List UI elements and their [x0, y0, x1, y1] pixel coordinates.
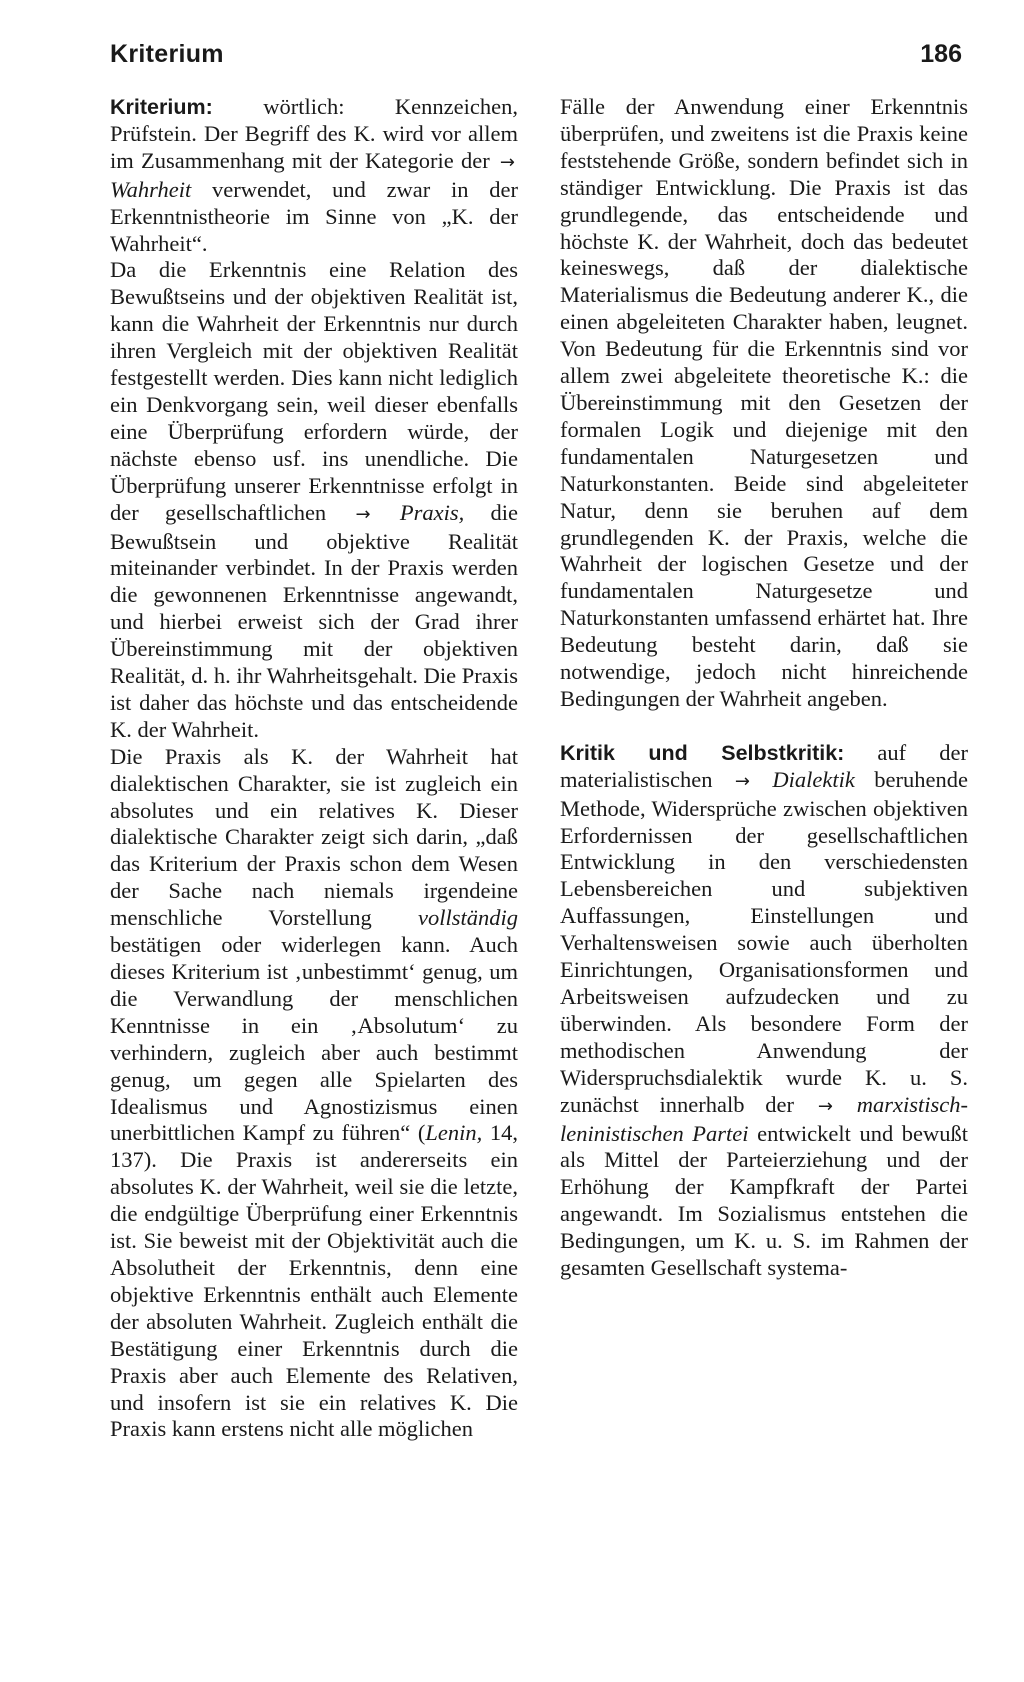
entry-kriterium-continuation: Fälle der Anwendung einer Erkenntnis überprüfen, und zweitens ist die Praxis keine feststehende Größe, sondern befindet sich in ständiger Entwicklung. Die Praxis ist das grundlegende, das entscheidende und höchste K. der Wahrheit, doch das bedeutet keineswegs, daß der dialektische Materialismus die Bedeutung anderer K., die einen abgeleiteten Charakter haben, leugnet. Von Bedeutung für die Erkenntnis sind vor allem zwei abgeleitete theoretische K.: die Übereinstimmung mit den Gesetzen der formalen Logik und diejenige mit den fundamentalen Naturgesetzen und Naturkonstanten. Beide sind abgeleiteter Natur, denn sie beruhen auf dem grundlegenden K. der Praxis, welche die Wahrheit der logischen Gesetze und der fundamentalen Naturgesetze und Naturkonstanten umfassend erhärtet hat. Ihre Bedeutung besteht darin, daß sie notwendige, jedoch nicht hinreichende Bedingungen der Wahrheit angeben.	[560, 94, 968, 711]
running-header-title: Kriterium	[110, 40, 224, 68]
entry-kritik-und-selbstkritik	[560, 740, 968, 1282]
cross-reference-praxis[interactable]: Praxis,	[399, 499, 465, 525]
text-run: 14, 137). Die Praxis ist andererseits ein absolutes K. der Wahrheit, weil sie die letzte, die endgültige Überprüfung einer Erkenntnis ist. Sie beweist mit der Objektivität auch die Absolutheit der Erkenntnis, denn eine objektive Erkenntnis enthält auch Elemente der absoluten Wahrheit. Zugleich enthält die Bestätigung einer Erkenntnis durch die Praxis aber auch Elemente des Relativen, und insofern ist sie ein relatives K. Die Praxis kann erstens nicht alle möglichen	[110, 1120, 518, 1442]
cross-reference-wahrheit[interactable]: Wahrheit	[110, 176, 192, 202]
page-number: 186	[920, 40, 962, 68]
entry-kriterium-paragraph-3	[110, 744, 518, 1444]
headword-kritik-und-selbstkritik: Kritik und Selbstkritik:	[560, 740, 845, 765]
cross-reference-arrow-icon: →	[355, 503, 371, 525]
right-column	[560, 94, 968, 1282]
text-run: Die Praxis als K. der Wahrheit hat dialektischen Charakter, sie ist zugleich ein absolutes und ein relatives K. Dieser dialektische Charakter zeigt sich darin, „daß das Kriterium der Praxis schon dem Wesen der Sache nach niemals irgendeine menschliche Vorstellung	[110, 743, 518, 931]
citation-author: Lenin,	[425, 1120, 483, 1146]
entry-kriterium-definition	[110, 94, 518, 257]
text-run: verwendet, und zwar in der Erkenntnistheorie im Sinne von „K. der Wahrheit“.	[110, 176, 518, 256]
text-run: Da die Erkenntnis eine Relation des Bewußtseins und der objektiven Realität ist, kann die Wahrheit der Erkenntnis nur durch ihren Vergleich mit der objektiven Realität festgestellt werden. Dies kann nicht lediglich ein Denkvorgang sein, weil dieser ebenfalls eine Überprüfung erfordern würde, der nächste ebenso usf. ins unendliche. Die Überprüfung unserer Erkenntnisse erfolgt in der gesellschaftlichen	[110, 257, 518, 525]
cross-reference-partei[interactable]: marxistisch-leninistischen Partei	[560, 1091, 968, 1146]
text-run: auf der materialistischen	[560, 739, 968, 792]
emphasis-text: vollständig	[418, 905, 518, 931]
text-run: bestätigen oder widerlegen kann. Auch dieses Kriterium ist ‚unbestimmt‘ genug, um die Verwandlung der menschlichen Kenntnisse in ein ‚Absolutum‘ zu verhindern, zugleich aber auch bestimmt genug, um gegen alle Spielarten des Idealismus und Agnostizismus einen unerbittlichen Kampf zu führen“ (	[110, 932, 518, 1146]
cross-reference-arrow-icon: →	[499, 151, 515, 173]
text-run: die Bewußtsein und objektive Realität miteinander verbindet. In der Praxis werden die gewonnenen Erkenntnisse angewandt, und hierbei erweist sich der Grad ihrer Übereinstimmung mit der objektiven Realität, d. h. ihr Wahrheitsgehalt. Die Praxis ist daher das höchste und das entscheidende K. der Wahrheit.	[110, 499, 518, 742]
cross-reference-dialektik[interactable]: Dialektik	[772, 766, 855, 792]
text-run: entwickelt und bewußt als Mittel der Parteierziehung und der Erhöhung der Kampfkraft der Partei angewandt. Im Sozialismus entstehen die Bedingungen, um K. u. S. im Rahmen der gesamten Gesellschaft systema-	[560, 1120, 969, 1281]
cross-reference-arrow-icon: →	[734, 770, 750, 792]
text-run: wörtlich: Kennzeichen, Prüfstein. Der Begriff des K. wird vor allem im Zusammenhang mit der Kategorie der	[110, 94, 518, 173]
cross-reference-arrow-icon: →	[817, 1095, 833, 1117]
headword-kriterium: Kriterium:	[110, 95, 213, 119]
entry-kriterium-paragraph-2	[110, 257, 518, 743]
text-run: beruhende Methode, Widersprüche zwischen objektiven Erfordernissen der gesellschaftlichen Entwicklung in den verschiedensten Lebensbereichen und subjektiven Auffassungen, Einstellungen und Verhaltensweisen sowie auch überholten Einrichtungen, Organisationsformen und Arbeitsweisen aufzudecken und zu überwinden. Als besondere Form der methodischen Anwendung der Widerspruchsdialektik wurde K. u. S. zunächst innerhalb der	[560, 766, 969, 1117]
left-column	[110, 94, 518, 1443]
